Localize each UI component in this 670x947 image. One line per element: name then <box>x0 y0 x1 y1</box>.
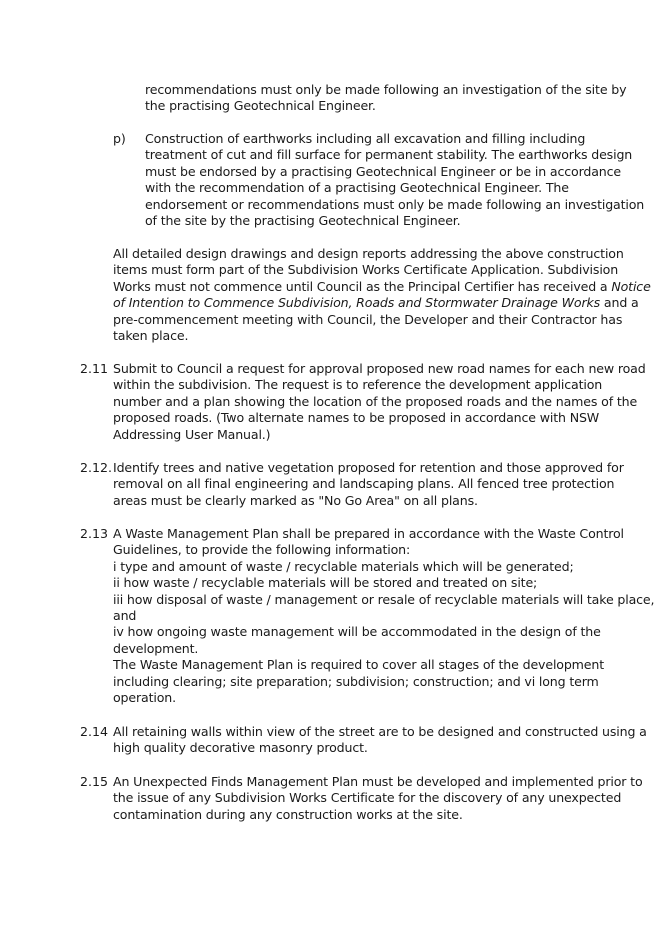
clause-2-14-paragraph <box>113 724 647 757</box>
text-segment: and a <box>600 295 639 311</box>
text-line: Identify trees and native vegetation proposed for retention and those approved for <box>113 460 624 475</box>
text-line: A Waste Management Plan shall be prepared in accordance with the Waste Control <box>113 526 624 541</box>
text-line: Construction of earthworks including all excavation and filling including <box>145 131 586 146</box>
clause-2-13-paragraph <box>113 526 654 706</box>
text-segment: Works must not commence until Council as the Principal Certifier has received a <box>113 278 612 294</box>
clause-2-12-paragraph <box>113 460 624 509</box>
text-line: high quality decorative masonry product. <box>113 740 368 756</box>
text-line: proposed roads. (Two alternate names to be proposed in accordance with NSW <box>113 410 600 426</box>
text-line: recommendations must only be made following an investigation of the site by <box>145 82 627 97</box>
text-line: number and a plan showing the location of the proposed roads and the names of the <box>113 393 638 409</box>
text-line <box>113 295 651 311</box>
clause-number: 2.13 <box>80 526 109 541</box>
text-line: All retaining walls within view of the street are to be designed and constructed using a <box>113 724 647 739</box>
text-line: All detailed design drawings and design reports addressing the above construction <box>113 246 624 261</box>
clause-number: 2.11 <box>80 361 109 376</box>
text-line <box>113 279 651 295</box>
text-line: taken place. <box>113 328 189 344</box>
clause-number: 2.14 <box>80 724 109 739</box>
item-p-label: p) <box>113 131 126 146</box>
text-line: items must form part of the Subdivision Works Certificate Application. Subdivision <box>113 262 619 278</box>
text-line: removal on all final engineering and landscaping plans. All fenced tree protection <box>113 476 615 492</box>
text-line: of the site by the practising Geotechnical Engineer. <box>145 213 461 229</box>
clause-2-11-paragraph <box>113 361 646 443</box>
clause-number: 2.15 <box>80 774 109 789</box>
text-line: within the subdivision. The request is to reference the development application <box>113 377 603 393</box>
text-line: Addressing User Manual.) <box>113 426 271 442</box>
text-line: development. <box>113 640 199 656</box>
continuation-paragraph <box>145 82 626 115</box>
text-line: with the recommendation of a practising Geotechnical Engineer. The <box>145 180 569 196</box>
text-line: Guidelines, to provide the following information: <box>113 542 411 558</box>
text-line: ii how waste / recyclable materials will be stored and treated on site; <box>113 575 538 591</box>
text-line: the issue of any Subdivision Works Certificate for the discovery of any unexpected <box>113 790 622 806</box>
text-line: i type and amount of waste / recyclable materials which will be generated; <box>113 558 574 574</box>
summary-paragraph <box>113 246 651 344</box>
text-line: areas must be clearly marked as "No Go Area" on all plans. <box>113 492 478 508</box>
text-line: including clearing; site preparation; subdivision; construction; and vi long term <box>113 673 599 689</box>
text-line: An Unexpected Finds Management Plan must be developed and implemented prior to <box>113 774 643 789</box>
text-line: The Waste Management Plan is required to cover all stages of the development <box>113 657 605 673</box>
notice-title-italic: of Intention to Commence Subdivision, Roads and Stormwater Drainage Works <box>113 295 601 311</box>
text-line: iii how disposal of waste / management or resale of recyclable materials will take place, <box>113 591 655 607</box>
notice-title-italic: Notice <box>611 278 651 294</box>
clause-number: 2.12. <box>80 460 113 475</box>
text-line: iv how ongoing waste management will be accommodated in the design of the <box>113 624 601 640</box>
text-line: operation. <box>113 690 176 706</box>
text-line: and <box>113 608 137 624</box>
clause-2-15-paragraph <box>113 774 643 823</box>
text-line: contamination during any construction works at the site. <box>113 806 463 822</box>
text-line: treatment of cut and fill surface for permanent stability. The earthworks design <box>145 147 633 163</box>
item-p-paragraph <box>145 131 644 229</box>
text-line: pre-commencement meeting with Council, the Developer and their Contractor has <box>113 311 623 327</box>
text-line: Submit to Council a request for approval proposed new road names for each new road <box>113 361 646 376</box>
text-line: endorsement or recommendations must only be made following an investigation <box>145 196 645 212</box>
text-line: the practising Geotechnical Engineer. <box>145 98 376 114</box>
text-line: must be endorsed by a practising Geotechnical Engineer or be in accordance <box>145 163 621 179</box>
